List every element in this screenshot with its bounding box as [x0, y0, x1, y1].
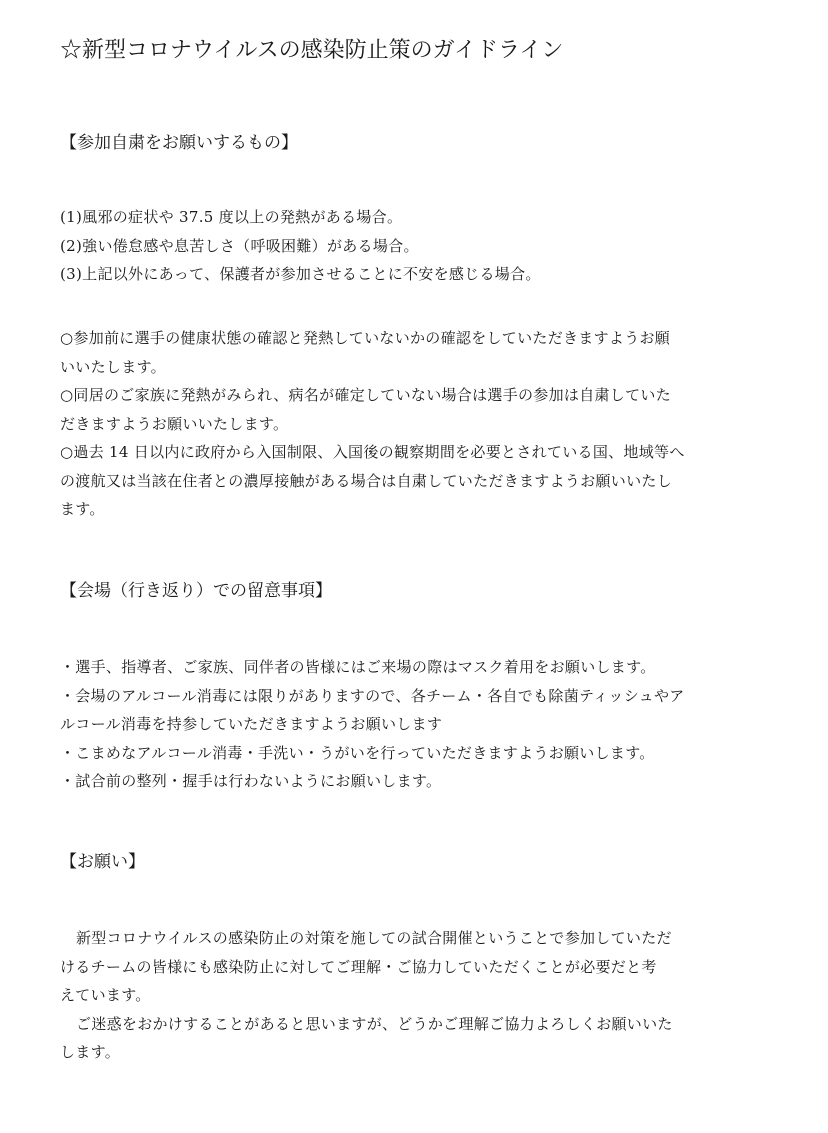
note-line: だきますようお願いいたします。: [60, 414, 289, 433]
symptom-list: [60, 203, 772, 289]
precaution-line: ・こまめなアルコール消毒・手洗い・うがいを行っていただきますようお願いします。: [60, 743, 655, 762]
note-line: の渡航又は当該在住者との濃厚接触がある場合は自粛していただきますようお願いいたし: [60, 471, 673, 490]
paragraph-line: えています。: [60, 986, 151, 1004]
symptom-item: (1)風邪の症状や 37.5 度以上の発熱がある場合。: [60, 208, 403, 226]
section-heading-venue: 【会場（行き返り）での留意事項】: [60, 581, 332, 601]
note-line: ○同居のご家族に発熱がみられ、病名が確定していない場合は選手の参加は自粛していた: [60, 386, 671, 404]
note-line: いいたします。: [60, 357, 166, 376]
paragraph-line: ご迷惑をおかけすることがあると思いますが、どうかご理解ご協力よろしくお願いいた: [76, 1014, 673, 1033]
note-line: ○参加前に選手の健康状態の確認と発熱していないかの確認をしていただきますようお願: [60, 329, 671, 347]
participation-notes: [60, 324, 772, 524]
symptom-item: (2)強い倦怠感や息苦しさ（呼吸困難）がある場合。: [60, 236, 419, 255]
paragraph-line: けるチームの皆様にも感染防止に対してご理解・ご協力していただくことが必要だと考: [60, 957, 657, 976]
request-paragraphs: [60, 924, 772, 1067]
precaution-line: ルコール消毒を持参していただきますようお願いします: [60, 715, 443, 733]
precaution-line: ・選手、指導者、ご家族、同伴者の皆様にはご来場の際はマスク着用をお願いします。: [60, 658, 656, 676]
paragraph-line: します。: [60, 1043, 121, 1061]
section-heading-self-restraint: 【参加自粛をお願いするもの】: [60, 133, 298, 153]
precaution-line: ・会場のアルコール消毒には限りがありますので、各チーム・各自でも除菌ティッシュやア: [60, 686, 685, 705]
section-heading-request: 【お願い】: [60, 852, 145, 872]
note-line: ます。: [60, 500, 105, 518]
document-title: ☆新型コロナウイルスの感染防止策のガイドライン: [60, 38, 564, 63]
paragraph-line: 新型コロナウイルスの感染防止の対策を施しての試合開催ということで参加していただ: [76, 929, 672, 947]
precaution-line: ・試合前の整列・握手は行わないようにお願いします。: [60, 772, 442, 790]
note-line: ○過去 14 日以内に政府から入国制限、入国後の観察期間を必要とされている国、地域等へ: [60, 443, 685, 461]
venue-precautions-list: [60, 653, 772, 796]
symptom-item: (3)上記以外にあって、保護者が参加させることに不安を感じる場合。: [60, 265, 541, 283]
